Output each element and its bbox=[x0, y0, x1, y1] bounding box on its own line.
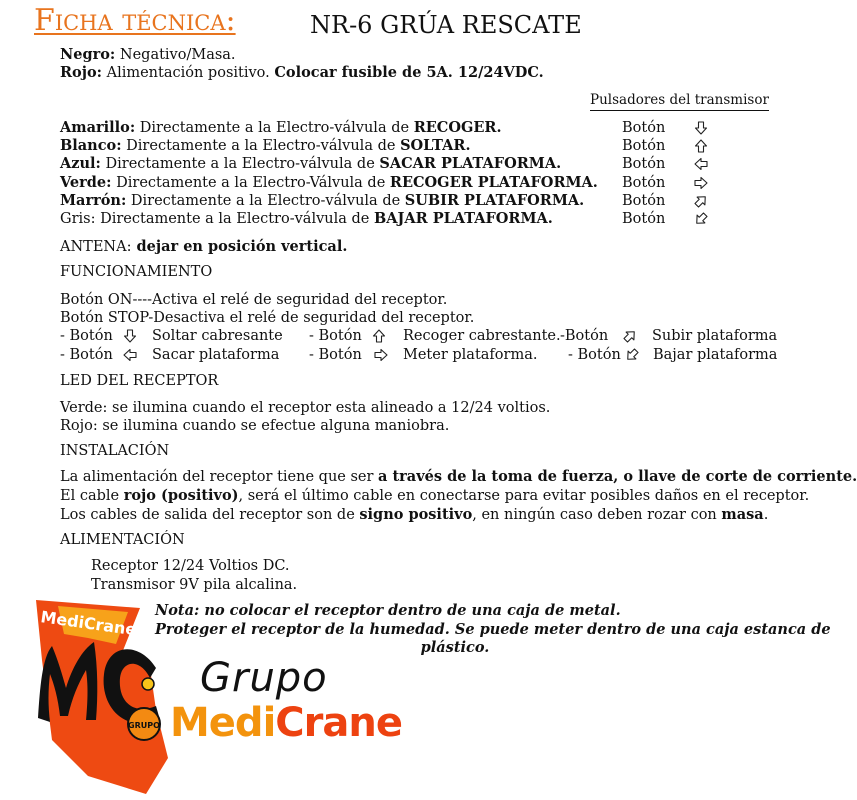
antena-note: ANTENA: dejar en posición vertical. bbox=[60, 238, 348, 255]
funcionamiento-on: Botón ON----Activa el relé de seguridad del receptor. bbox=[60, 292, 448, 308]
wire-button-label: Botón bbox=[622, 193, 666, 209]
funcionamiento-heading: FUNCIONAMIENTO bbox=[60, 264, 213, 280]
wire-button-label: Botón bbox=[622, 175, 666, 191]
nota-line-3: plástico. bbox=[420, 639, 490, 656]
logo-crane-text: MediCrane bbox=[39, 607, 138, 640]
wire-button-label: Botón bbox=[622, 120, 666, 136]
wire-button-label: Botón bbox=[622, 156, 666, 172]
control-label: Bajar plataforma bbox=[653, 347, 778, 363]
arrow-up-right-icon bbox=[694, 194, 708, 208]
transmitter-header: Pulsadores del transmisor bbox=[590, 92, 769, 111]
wire-row: Azul: Directamente a la Electro-válvula de SACAR PLATAFORMA. bbox=[60, 155, 562, 172]
arrow-up-right-icon bbox=[623, 329, 637, 343]
led-verde: Verde: se ilumina cuando el receptor esta alineado a 12/24 voltios. bbox=[60, 400, 551, 416]
control-prefix: - Botón bbox=[309, 347, 362, 363]
wire-row: Gris: Directamente a la Electro-válvula de BAJAR PLATAFORMA. bbox=[60, 210, 553, 227]
logo-medicrane-text: MediCrane bbox=[170, 700, 402, 746]
control-label: Soltar cabresante bbox=[152, 328, 283, 344]
led-heading: LED DEL RECEPTOR bbox=[60, 373, 219, 389]
arrow-up-icon bbox=[694, 139, 708, 153]
medicrane-logo bbox=[28, 598, 168, 794]
arrow-down-icon bbox=[694, 121, 708, 135]
control-prefix: - Botón bbox=[60, 328, 113, 344]
power-rojo: Rojo: Alimentación positivo. Colocar fusible de 5A. 12/24VDC. bbox=[60, 64, 544, 81]
control-prefix: - Botón bbox=[568, 347, 621, 363]
control-label: Subir plataforma bbox=[652, 328, 778, 344]
arrow-up-icon bbox=[372, 329, 386, 343]
arrow-down-icon bbox=[123, 329, 137, 343]
logo-seal-text: GRUPO bbox=[128, 721, 160, 730]
wire-button-label: Botón bbox=[622, 211, 666, 227]
arrow-right-icon bbox=[374, 348, 388, 362]
arrow-down-left-icon bbox=[694, 212, 708, 226]
funcionamiento-stop: Botón STOP-Desactiva el relé de seguridad del receptor. bbox=[60, 310, 475, 326]
alimentacion-heading: ALIMENTACIÓN bbox=[60, 532, 185, 548]
power-negro: Negro: Negativo/Masa. bbox=[60, 46, 236, 63]
instalacion-line-3: Los cables de salida del receptor son de signo positivo, en ningún caso deben rozar con masa. bbox=[60, 506, 769, 523]
wire-row: Marrón: Directamente a la Electro-válvula de SUBIR PLATAFORMA. bbox=[60, 192, 585, 209]
control-label: Recoger cabrestante. bbox=[403, 328, 561, 344]
arrow-left-icon bbox=[123, 348, 137, 362]
wire-row: Verde: Directamente a la Electro-Válvula de RECOGER PLATAFORMA. bbox=[60, 174, 598, 191]
alimentacion-receptor: Receptor 12/24 Voltios DC. bbox=[91, 558, 290, 574]
led-rojo: Rojo: se ilumina cuando se efectue alguna maniobra. bbox=[60, 418, 450, 434]
wire-row: Amarillo: Directamente a la Electro-válvula de RECOGER. bbox=[60, 119, 502, 136]
arrow-left-icon bbox=[694, 157, 708, 171]
arrow-down-left-icon bbox=[625, 348, 639, 362]
nota-line-1: Nota: no colocar el receptor dentro de una caja de metal. bbox=[155, 602, 621, 619]
wire-button-label: Botón bbox=[622, 138, 666, 154]
control-prefix: - Botón bbox=[309, 328, 362, 344]
nota-line-2: Proteger el receptor de la humedad. Se puede meter dentro de una caja estanca de bbox=[155, 621, 831, 638]
control-label: Meter plataforma. bbox=[403, 347, 538, 363]
arrow-right-icon bbox=[694, 176, 708, 190]
instalacion-heading: INSTALACIÓN bbox=[60, 443, 170, 459]
control-label: Sacar plataforma bbox=[152, 347, 280, 363]
alimentacion-transmisor: Transmisor 9V pila alcalina. bbox=[91, 577, 298, 593]
logo-grupo-text: Grupo bbox=[200, 655, 328, 701]
document-title: Ficha técnica: bbox=[34, 3, 236, 38]
instalacion-line-2: El cable rojo (positivo), será el último cable en conectarse para evitar posibles daños en el receptor. bbox=[60, 487, 810, 504]
wire-row: Blanco: Directamente a la Electro-válvula de SOLTAR. bbox=[60, 137, 471, 154]
document-subtitle: NR-6 GRÚA RESCATE bbox=[310, 11, 582, 39]
control-prefix: - Botón bbox=[60, 347, 113, 363]
instalacion-line-1: La alimentación del receptor tiene que ser a través de la toma de fuerza, o llave de corte de corriente. bbox=[60, 468, 857, 485]
control-prefix: -Botón bbox=[560, 328, 609, 344]
